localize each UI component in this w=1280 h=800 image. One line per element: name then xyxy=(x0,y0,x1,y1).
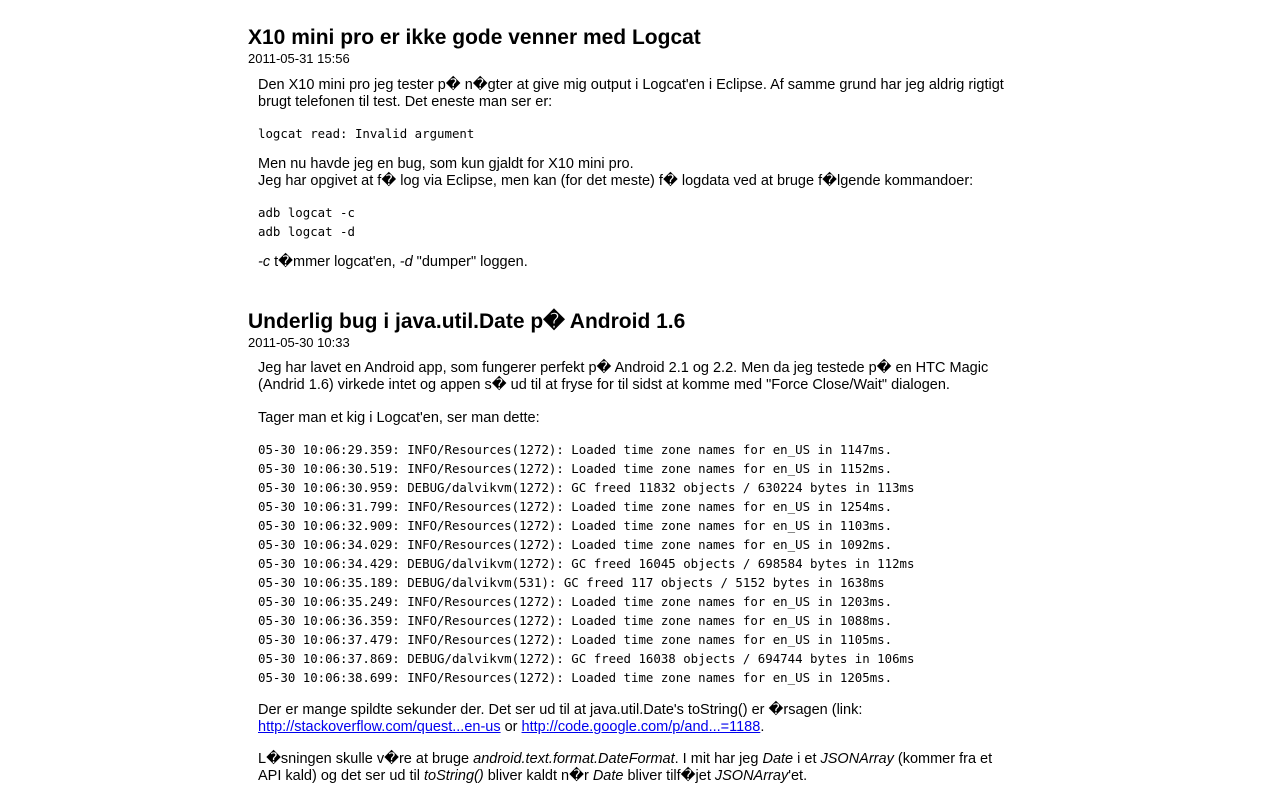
log-line: 05-30 10:06:37.869: DEBUG/dalvikvm(1272): GC freed 16038 objects / 694744 bytes in 106ms xyxy=(258,651,915,666)
paragraph: Jeg har lavet en Android app, som fungerer perfekt p� Android 2.1 og 2.2. Men da jeg testede p� en HTC Magic (Andrid 1.6) virkede intet og appen s� ud til at fryse for til sidst at komme med "Force Close/Wait" dialogen. xyxy=(258,360,989,393)
post-title: Underlig bug i java.util.Date p� Android 1.6 xyxy=(248,310,686,333)
paragraph xyxy=(258,702,1018,736)
text: . xyxy=(760,719,765,735)
text: i et xyxy=(793,751,821,767)
paragraph xyxy=(258,751,1018,785)
emphasis: JSONArray xyxy=(820,751,894,767)
paragraph: Jeg har opgivet at f� log via Eclipse, men kan (for det meste) f� logdata ved at bruge f�lgende kommandoer: xyxy=(258,173,974,189)
text: 'et. xyxy=(788,768,808,784)
emphasis: android.text.format.DateFormat xyxy=(473,751,675,767)
log-line: 05-30 10:06:34.429: DEBUG/dalvikvm(1272): GC freed 16045 objects / 698584 bytes in 112ms xyxy=(258,556,915,571)
emphasis: toString() xyxy=(424,768,484,784)
post xyxy=(248,308,1018,785)
text: (kommer fra et API kald) og det ser ud til xyxy=(258,751,993,784)
log-line: 05-30 10:06:30.519: INFO/Resources(1272): Loaded time zone names for en_US in 1152ms. xyxy=(258,461,893,476)
emphasis: Date xyxy=(592,768,624,784)
log-line: 05-30 10:06:35.249: INFO/Resources(1272): Loaded time zone names for en_US in 1203ms. xyxy=(258,594,893,609)
blog-page xyxy=(248,24,1018,785)
option-c: -c xyxy=(258,254,271,270)
emphasis: JSONArray xyxy=(714,768,789,784)
post-date: 2011-05-31 15:56 xyxy=(248,51,350,66)
paragraph: Den X10 mini pro jeg tester p� n�gter at give mig output i Logcat'en i Eclipse. Af samme grund har jeg aldrig rigtigt brugt telefonen til test. Det eneste man ser er: xyxy=(258,77,1004,110)
log-line: 05-30 10:06:29.359: INFO/Resources(1272): Loaded time zone names for en_US in 1147ms. xyxy=(258,442,893,457)
log-line: 05-30 10:06:32.909: INFO/Resources(1272): Loaded time zone names for en_US in 1103ms. xyxy=(258,518,893,533)
post-title: X10 mini pro er ikke gode venner med Logcat xyxy=(248,26,701,49)
paragraph xyxy=(258,254,1018,271)
paragraph: Tager man et kig i Logcat'en, ser man dette: xyxy=(258,410,540,426)
log-line: 05-30 10:06:30.959: DEBUG/dalvikvm(1272): GC freed 11832 objects / 630224 bytes in 113ms xyxy=(258,480,915,495)
code-line: adb logcat -d xyxy=(258,224,355,239)
log-line: 05-30 10:06:34.029: INFO/Resources(1272): Loaded time zone names for en_US in 1092ms. xyxy=(258,537,893,552)
text: or xyxy=(500,719,522,735)
option-d: -d xyxy=(399,254,413,270)
log-line: 05-30 10:06:31.799: INFO/Resources(1272): Loaded time zone names for en_US in 1254ms. xyxy=(258,499,893,514)
text: . I mit har jeg xyxy=(674,751,763,767)
post-date: 2011-05-30 10:33 xyxy=(248,335,350,350)
log-line: 05-30 10:06:38.699: INFO/Resources(1272): Loaded time zone names for en_US in 1205ms. xyxy=(258,670,893,685)
log-line: 05-30 10:06:35.189: DEBUG/dalvikvm(531): GC freed 117 objects / 5152 bytes in 1638ms xyxy=(258,575,885,590)
text: bliver tilf�jet xyxy=(623,768,715,784)
text: Der er mange spildte sekunder der. Det ser ud til at java.util.Date's toString() er �rsagen (link: xyxy=(258,702,863,718)
google-code-link[interactable]: http://code.google.com/p/and...=1188 xyxy=(521,719,761,735)
code-line: adb logcat -c xyxy=(258,205,355,220)
post-body xyxy=(258,360,1018,785)
code-block xyxy=(258,203,1018,241)
paragraph: Men nu havde jeg en bug, som kun gjaldt for X10 mini pro. xyxy=(258,156,634,172)
log-line: 05-30 10:06:36.359: INFO/Resources(1272): Loaded time zone names for en_US in 1088ms. xyxy=(258,613,893,628)
emphasis: Date xyxy=(762,751,794,767)
text: L�sningen skulle v�re at bruge xyxy=(258,751,474,767)
text: bliver kaldt n�r xyxy=(483,768,593,784)
log-line: 05-30 10:06:37.479: INFO/Resources(1272): Loaded time zone names for en_US in 1105ms. xyxy=(258,632,893,647)
log-block xyxy=(258,440,1018,687)
post-body xyxy=(258,77,1018,271)
text: t�mmer logcat'en, xyxy=(270,254,400,270)
text: "dumper" loggen. xyxy=(412,254,528,270)
code-block: logcat read: Invalid argument xyxy=(258,126,475,141)
post xyxy=(248,24,1018,271)
stackoverflow-link[interactable]: http://stackoverflow.com/quest...en-us xyxy=(258,719,501,735)
